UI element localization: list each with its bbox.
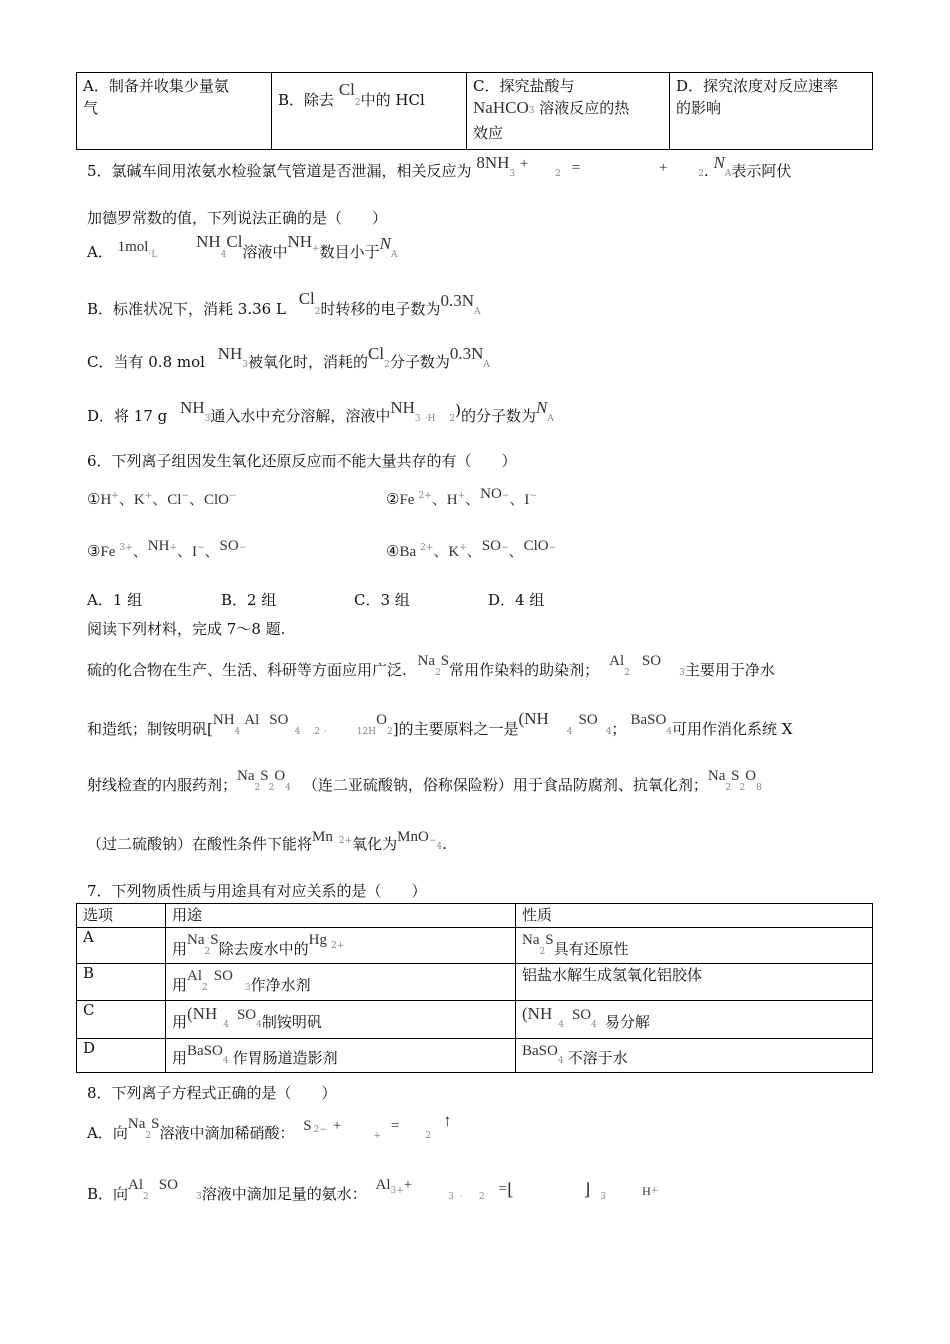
question-8-option-b: B．向Al2SO3溶液中滴加足量的氨水： $Al^{3+}+3 \cdot 2$ =⌊ ⌋ 3 $^{H+}$ <box>87 1177 659 1203</box>
table-row <box>77 73 873 150</box>
reading-line-1: 硫的化合物在生产、生活、科研等方面应用广泛. Na2S常用作染料的助染剂； Al2SO3主要用于净水 <box>87 653 775 679</box>
question-8-stem: 8．下列离子方程式正确的是（ ） <box>87 1084 337 1102</box>
question-6-choice-c: C．3 组 <box>354 591 410 609</box>
question-5-option-b: B．标准状况下，消耗 3.36 L Cl2时转移的电子数为0.3NA <box>87 289 481 318</box>
option-cell-d: D．探究浓度对反应速率 的影响 <box>670 73 873 150</box>
table-row <box>77 1039 873 1073</box>
question-6-choice-a: A．1 组 <box>87 591 143 609</box>
ion-group-2: ②Fe $^{2+}$、H+、NO−、I− <box>386 486 537 508</box>
question-7-stem: 7．下列物质性质与用途具有对应关系的是（ ） <box>87 882 427 900</box>
row-b-property: 铝盐水解生成氢氧化铝胶体 <box>516 964 873 1001</box>
row-c-option: C <box>77 1001 166 1039</box>
row-a-property: Na2S具有还原性 <box>516 928 873 964</box>
header-use: 用途 <box>166 904 516 928</box>
question-5-option-d: D．将 17 g NH3通入水中充分溶解，溶液中NH3 ·H 2)的分子数为NA <box>87 398 554 425</box>
header-option: 选项 <box>77 904 166 928</box>
reading-intro: 阅读下列材料，完成 7～8 题. <box>87 620 286 638</box>
option-cell-c: C．探究盐酸与 NaHCO3 溶液反应的热 效应 <box>467 73 670 150</box>
question-5-option-c: C．当有 0.8 mol NH3被氧化时，消耗的Cl2分子数为0.3NA <box>87 344 490 371</box>
question-6-choice-b: B．2 组 <box>221 591 277 609</box>
reading-line-2: 和造纸；制铵明矾[NH4Al SO4 2 · 12HO2]的主要原料之一是(NH4SO4； BaSO4可用作消化系统 X <box>87 709 793 738</box>
header-property: 性质 <box>516 904 873 928</box>
row-d-use: 用BaSO4 作胃肠道造影剂 <box>166 1039 516 1073</box>
row-a-use: 用Na2S除去废水中的Hg $^{2+}$ <box>166 928 516 964</box>
question-8-option-a: A．向Na2S溶液中滴加稀硝酸： S $^{2-}$ ++=2↑ <box>87 1111 452 1142</box>
ion-group-3: ③Fe $^{3+}$、NH+、I−、SO− <box>87 538 247 560</box>
row-c-use: 用(NH4SO4制铵明矾 <box>166 1001 516 1039</box>
table-row <box>77 964 873 1001</box>
question-5-stem: 5．氯碱车间用浓氨水检验氯气管道是否泄漏，相关反应为 8NH3 + 2 = + 2. NA表示阿伏 <box>87 153 792 180</box>
question-6-choice-d: D．4 组 <box>488 591 545 609</box>
ion-group-1: ①H+、K+、Cl−、ClO− <box>87 490 237 508</box>
table-row <box>77 928 873 964</box>
table-header-row <box>77 904 873 928</box>
question-5-option-a: A． 1mol·L NH4Cl溶液中NH+数目小于NA <box>87 232 398 261</box>
ion-group-4: ④Ba $^{2+}$、K+、SO−、ClO− <box>386 538 557 560</box>
row-d-property: BaSO4 不溶于水 <box>516 1039 873 1073</box>
option-cell-a: A．制备并收集少量氨 气 <box>77 73 272 150</box>
row-a-option: A <box>77 928 166 964</box>
row-b-use: 用Al2SO3作净水剂 <box>166 964 516 1001</box>
row-b-option: B <box>77 964 166 1001</box>
table-row <box>77 1001 873 1039</box>
question-5-stem-cont: 加德罗常数的值，下列说法正确的是（ ） <box>87 209 388 227</box>
question-6-stem: 6．下列离子组因发生氧化还原反应而不能大量共存的有（ ） <box>87 452 517 470</box>
row-d-option: D <box>77 1039 166 1073</box>
question-7-table <box>76 903 873 1073</box>
option-cell-b: B．除去 Cl2中的 HCl <box>272 73 467 150</box>
row-c-property: (NH4SO4 易分解 <box>516 1001 873 1039</box>
reading-line-3: 射线检查的内服药剂；Na2S2O4 （连二亚硫酸钠，俗称保险粉）用于食品防腐剂、抗氧化剂；Na2S2O8 <box>87 768 762 794</box>
experiment-options-table <box>76 72 873 150</box>
reading-line-4: （过二硫酸钠）在酸性条件下能将Mn $^{2+}$氧化为MnO−4. <box>87 829 447 853</box>
